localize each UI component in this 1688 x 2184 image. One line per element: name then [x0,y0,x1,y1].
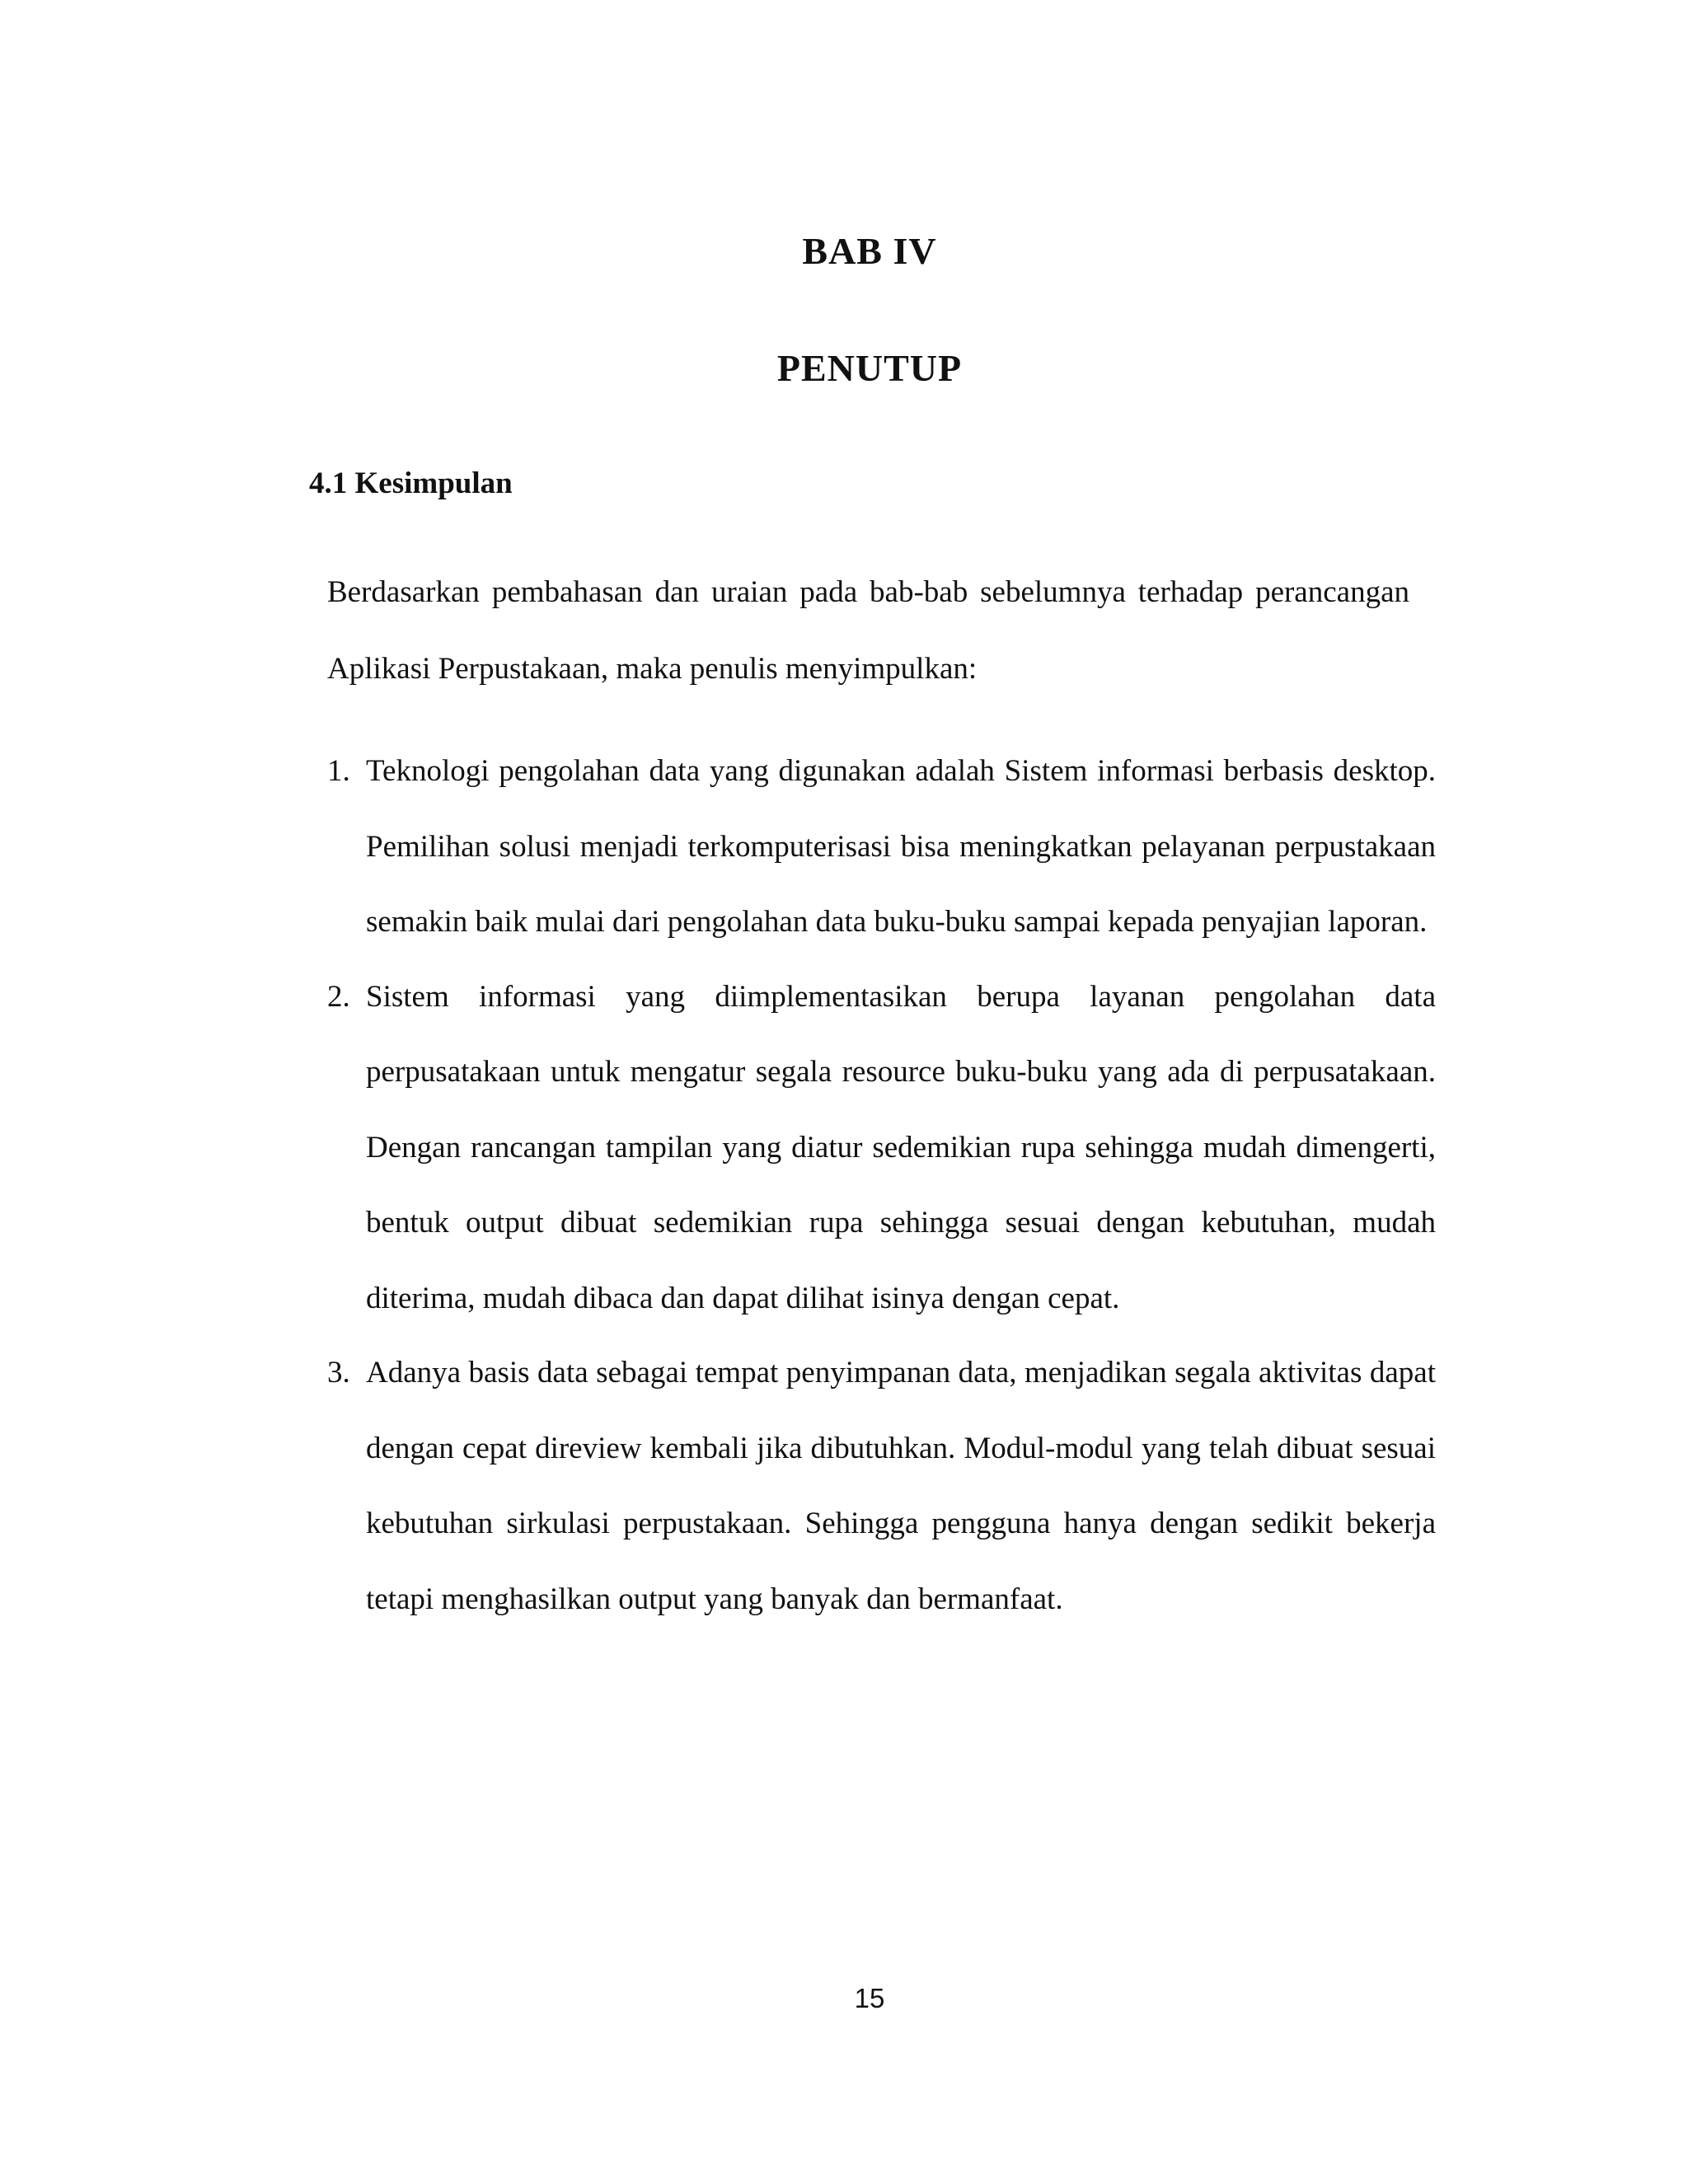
conclusion-item [327,733,1436,960]
conclusion-list [327,733,1436,1637]
chapter-title: PENUTUP [776,347,963,389]
item-number: 1. [327,754,350,788]
item-text: Sistem informasi yang diimplementasikan berupa layanan pengolahan data perpusatakaan untuk mengatur segala resource buku-buku yang ada di perpusatakaan. Dengan rancangan tampilan yang diatur sedemikian rupa sehingga mudah dimengerti, bentuk output dibuat sedemikian rupa sehingga sesuai dengan kebutuhan, mudah diterima, mudah dibaca dan dapat dilihat isinya dengan cepat. [366,979,1436,1315]
item-text: Teknologi pengolahan data yang digunakan adalah Sistem informasi berbasis desktop. Pemilihan solusi menjadi terkomputerisasi bisa meningkatkan pelayanan perpustakaan semakin baik mulai dari pengolahan data buku-buku sampai kepada penyajian laporan. [366,754,1436,939]
intro-paragraph: Berdasarkan pembahasan dan uraian pada bab-bab sebelumnya terhadap perancangan Aplikasi Perpustakaan, maka penulis menyimpulkan: [327,575,1409,686]
item-number: 3. [327,1356,350,1390]
item-number: 2. [327,979,350,1014]
page-number: 15 [854,1983,885,2013]
section-heading: 4.1 Kesimpulan [309,466,513,500]
item-text: Adanya basis data sebagai tempat penyimpanan data, menjadikan segala aktivitas dapat dengan cepat direview kembali jika dibutuhkan. Modul-modul yang telah dibuat sesuai kebutuhan sirkulasi perpustakaan. Sehingga pengguna hanya dengan sedikit bekerja tetapi menghasilkan output yang banyak dan bermanfaat. [366,1356,1436,1616]
conclusion-item [327,1335,1436,1637]
conclusion-item [327,959,1436,1337]
chapter-number: BAB IV [802,230,937,272]
